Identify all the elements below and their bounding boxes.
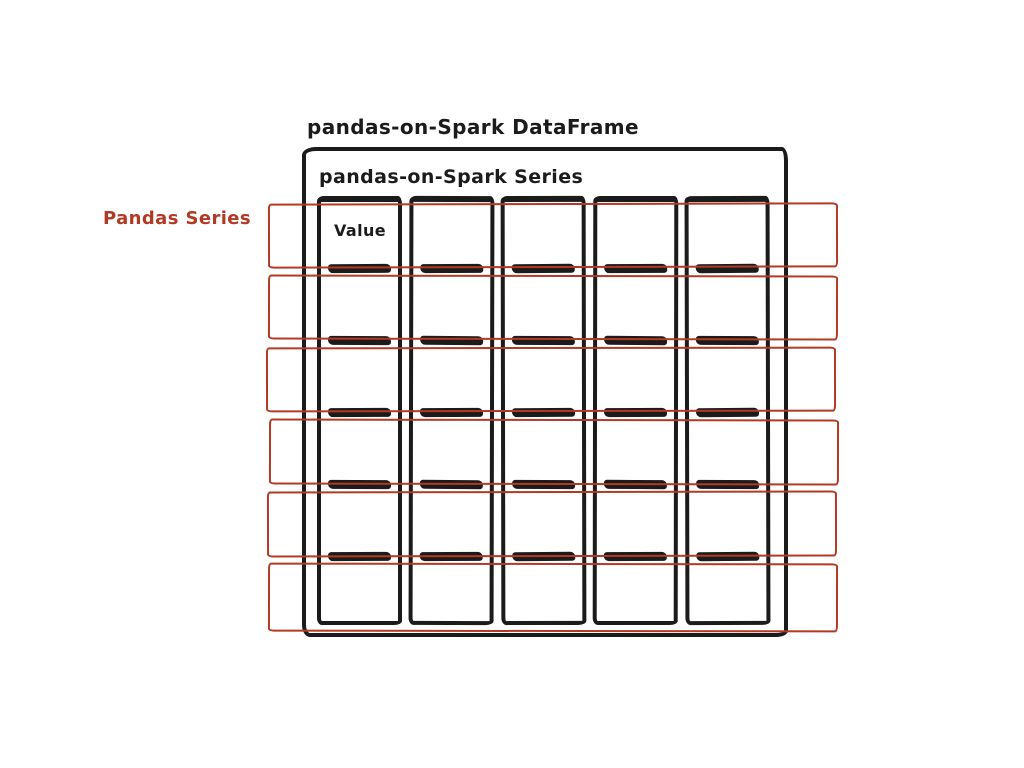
pandas-series-row: [266, 347, 836, 413]
pandas-series-row: [268, 275, 838, 341]
pandas-series-row: [269, 419, 839, 486]
pandas-series-row: [268, 202, 838, 268]
pandas-series-row: [267, 491, 837, 558]
spark-series-label: pandas-on-Spark Series: [319, 166, 584, 188]
dataframe-title: pandas-on-Spark DataFrame: [307, 115, 639, 139]
pandas-series-label: Pandas Series: [103, 208, 252, 229]
value-cell-label: Value: [334, 221, 387, 240]
pandas-series-row: [268, 563, 838, 633]
